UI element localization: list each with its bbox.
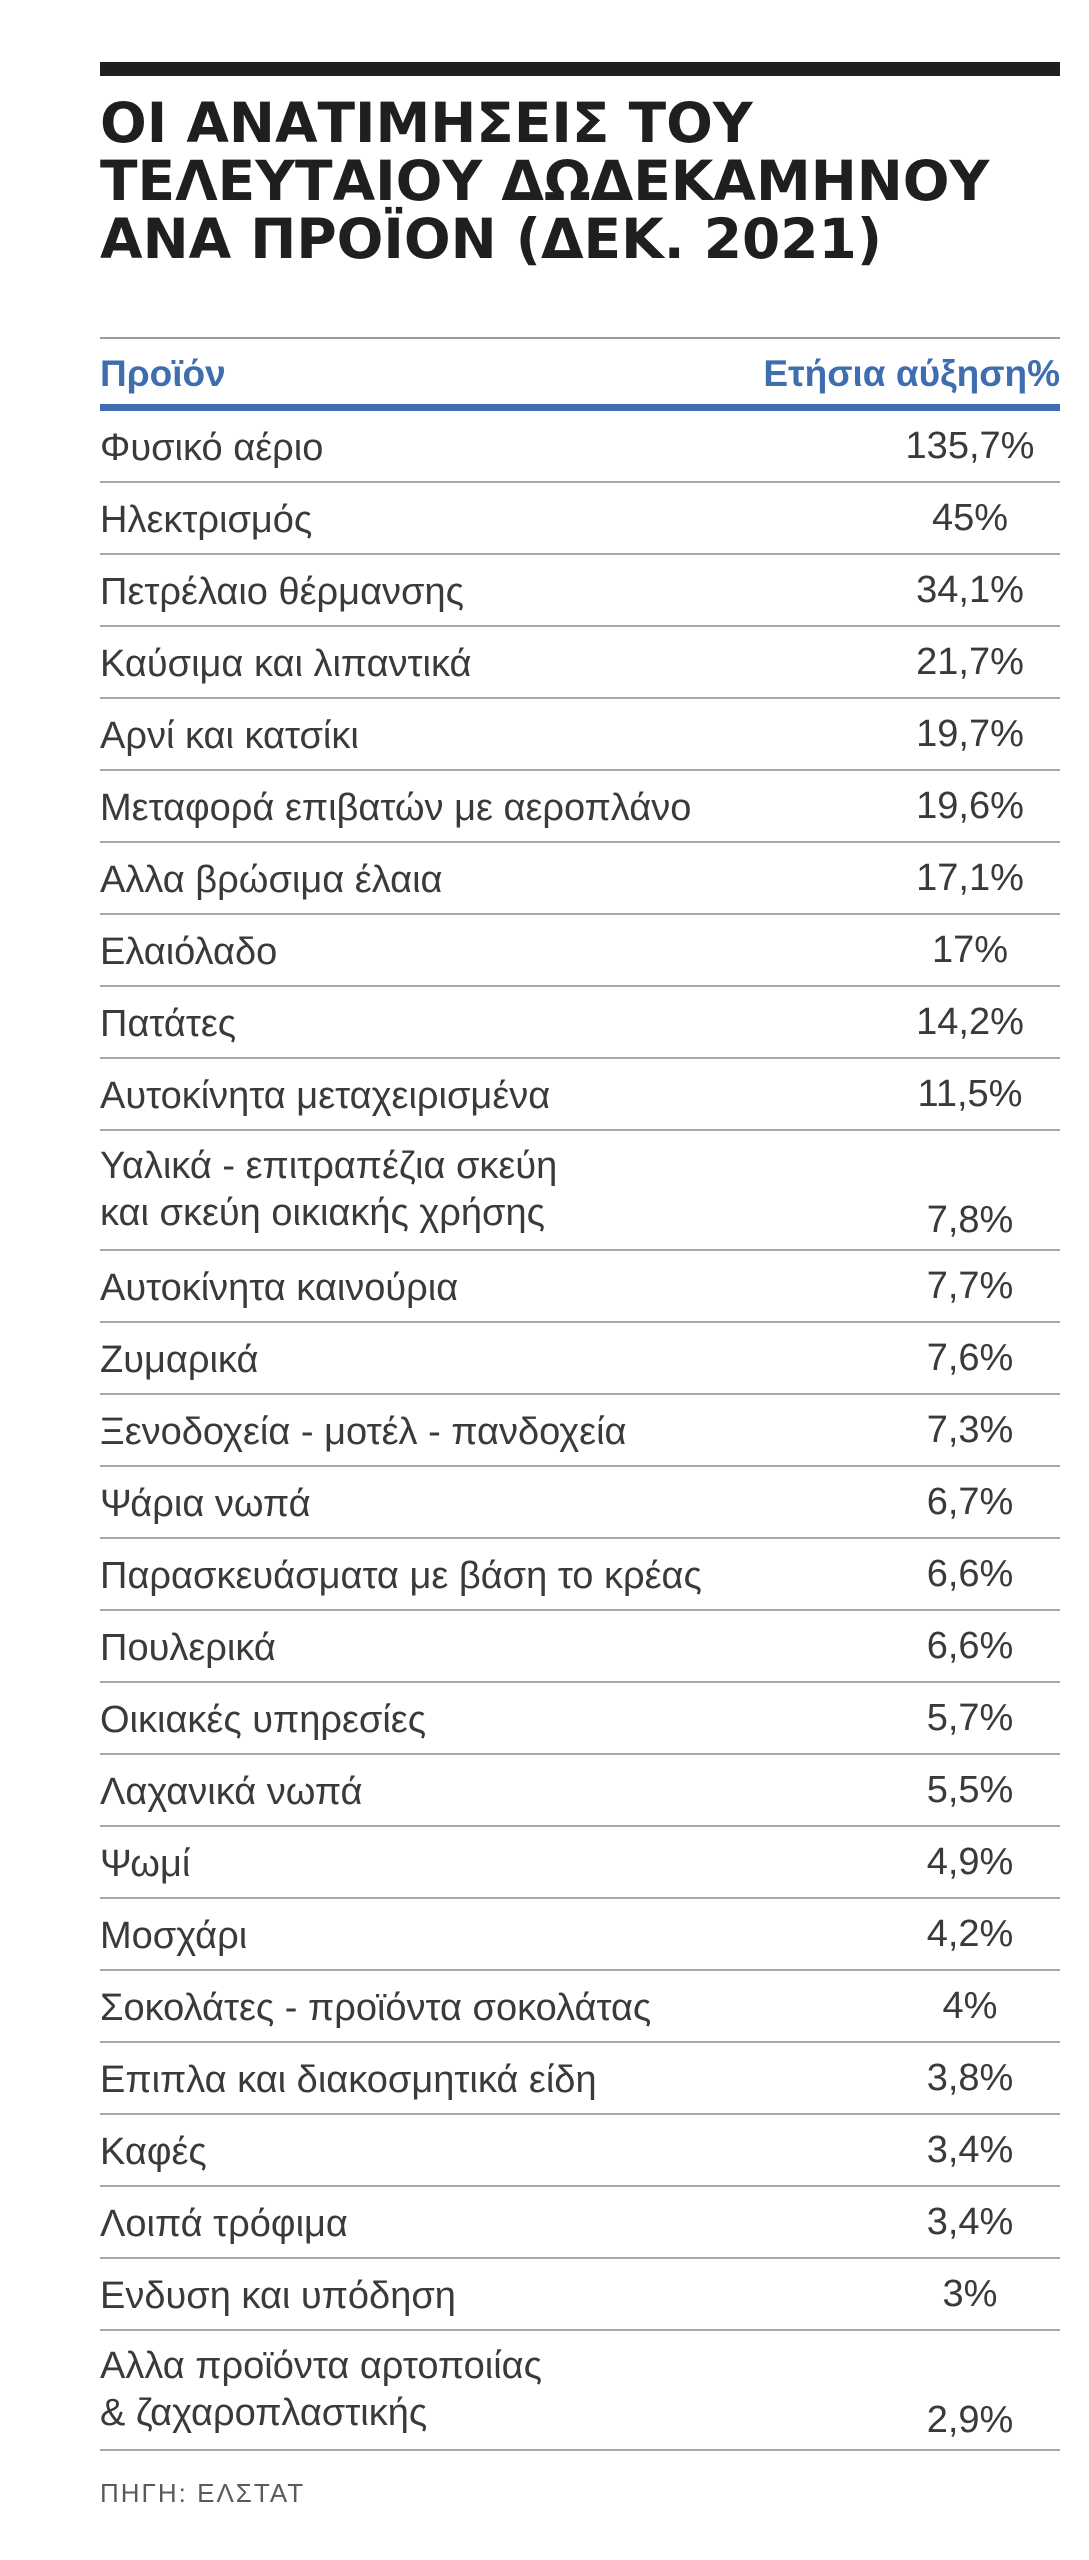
- annual-increase-value: 19,6%: [916, 785, 1024, 827]
- product-name: [100, 2201, 740, 2248]
- annual-increase-value: 45%: [931, 497, 1009, 539]
- product-name: [100, 425, 740, 472]
- product-name-line: Ξενοδοχεία - μοτέλ - πανδοχεία: [100, 1411, 627, 1453]
- product-name: [100, 1481, 740, 1528]
- product-name-line: Λαχανικά νωπά: [100, 1771, 363, 1813]
- product-name: [100, 1769, 740, 1816]
- product-name-line: Καφές: [100, 2131, 207, 2173]
- product-name: [100, 1265, 740, 1312]
- annual-increase-value: 19,7%: [916, 713, 1024, 755]
- annual-increase-value: 4,2%: [926, 1913, 1014, 1955]
- product-name: [100, 929, 740, 976]
- annual-increase-value: 5,7%: [926, 1697, 1014, 1739]
- annual-increase-value: 21,7%: [916, 641, 1024, 683]
- product-name-line: Επιπλα και διακοσμητικά είδη: [100, 2059, 597, 2101]
- table-row: [100, 1251, 1060, 1323]
- table-row: [100, 1059, 1060, 1131]
- source-note: ΠΗΓΗ: ΕΛΣΤΑΤ: [100, 2478, 306, 2508]
- product-name: [100, 785, 740, 832]
- product-name: [100, 2343, 740, 2437]
- product-name-line: Αυτοκίνητα μεταχειρισμένα: [100, 1075, 551, 1117]
- table-row: [100, 1899, 1060, 1971]
- table-row: [100, 1395, 1060, 1467]
- table-row: [100, 1755, 1060, 1827]
- table-row: [100, 2115, 1060, 2187]
- product-name-line: Σοκολάτες - προϊόντα σοκολάτας: [100, 1987, 652, 2029]
- annual-increase-value: 4%: [942, 1985, 998, 2027]
- product-name-line: Φυσικό αέριο: [100, 427, 324, 469]
- annual-increase-value: 7,6%: [926, 1337, 1014, 1379]
- annual-increase-value: 17%: [931, 929, 1009, 971]
- product-name: [100, 497, 740, 544]
- table-row: [100, 627, 1060, 699]
- product-name: [100, 2273, 740, 2320]
- annual-increase-value: 5,5%: [926, 1769, 1014, 1811]
- product-name-line: Οικιακές υπηρεσίες: [100, 1699, 427, 1741]
- product-name: [100, 1697, 740, 1744]
- product-name-line: Πετρέλαιο θέρμανσης: [100, 571, 464, 613]
- product-name: [100, 1913, 740, 1960]
- product-name-line: & ζαχαροπλαστικής: [100, 2392, 428, 2434]
- annual-increase-value: 3%: [942, 2273, 998, 2315]
- annual-increase-value: 7,8%: [926, 1199, 1014, 1241]
- product-name: [100, 641, 740, 688]
- product-name-line: Αρνί και κατσίκι: [100, 715, 359, 757]
- table-row: [100, 915, 1060, 987]
- table-row: [100, 1971, 1060, 2043]
- product-name: [100, 857, 740, 904]
- product-name: [100, 569, 740, 616]
- title-line-2: ΤΕΛΕΥΤΑΙΟΥ ΔΩΔΕΚΑΜΗΝΟΥ: [100, 149, 990, 213]
- product-name-line: Ψωμί: [100, 1843, 191, 1885]
- product-name: [100, 2129, 740, 2176]
- table-row: [100, 1323, 1060, 1395]
- table-row: [100, 1467, 1060, 1539]
- annual-increase-value: 6,6%: [926, 1553, 1014, 1595]
- table-row: [100, 1611, 1060, 1683]
- product-name-line: Ψάρια νωπά: [100, 1483, 311, 1525]
- product-name-line: Λοιπά τρόφιμα: [100, 2203, 348, 2245]
- product-name: [100, 1143, 740, 1237]
- product-name: [100, 1337, 740, 1384]
- product-name-line: Καύσιμα και λιπαντικά: [100, 643, 472, 685]
- annual-increase-value: 3,4%: [926, 2129, 1014, 2171]
- annual-increase-value: 4,9%: [926, 1841, 1014, 1883]
- annual-increase-value: 34,1%: [916, 569, 1024, 611]
- table-row: [100, 699, 1060, 771]
- annual-increase-value: 14,2%: [916, 1001, 1024, 1043]
- annual-increase-value: 135,7%: [905, 425, 1035, 467]
- table-row: [100, 771, 1060, 843]
- product-name-line: Ελαιόλαδο: [100, 931, 278, 973]
- product-name: [100, 1553, 740, 1600]
- product-name-line: Ζυμαρικά: [100, 1339, 259, 1381]
- top-rule: [100, 62, 1060, 76]
- product-name: [100, 1625, 740, 1672]
- page-title: [100, 91, 1080, 271]
- product-name: [100, 1001, 740, 1048]
- annual-increase-value: 11,5%: [917, 1073, 1023, 1115]
- annual-increase-value: 3,8%: [926, 2057, 1014, 2099]
- table-row: [100, 1131, 1060, 1251]
- table-body: [100, 411, 1060, 2451]
- table-row: [100, 2331, 1060, 2451]
- annual-increase-value: 6,6%: [926, 1625, 1014, 1667]
- header-annual-increase: Ετήσια αύξηση%: [763, 353, 1060, 394]
- annual-increase-value: 7,7%: [926, 1265, 1014, 1307]
- table-header: [100, 337, 1060, 411]
- table-row: [100, 2259, 1060, 2331]
- table-row: [100, 483, 1060, 555]
- product-name-line: Υαλικά - επιτραπέζια σκεύη: [100, 1145, 558, 1187]
- title-line-1: ΟΙ ΑΝΑΤΙΜΗΣΕΙΣ ΤΟΥ: [100, 91, 753, 155]
- product-name-line: και σκεύη οικιακής χρήσης: [100, 1192, 545, 1234]
- price-increase-table: [100, 337, 1060, 2451]
- header-product: Προϊόν: [100, 353, 226, 394]
- product-name-line: Ενδυση και υπόδηση: [100, 2275, 456, 2317]
- table-row: [100, 411, 1060, 483]
- product-name: [100, 1985, 740, 2032]
- product-name-line: Αυτοκίνητα καινούρια: [100, 1267, 459, 1309]
- annual-increase-value: 3,4%: [926, 2201, 1014, 2243]
- product-name: [100, 2057, 740, 2104]
- table-row: [100, 2043, 1060, 2115]
- table-row: [100, 843, 1060, 915]
- annual-increase-value: 17,1%: [916, 857, 1024, 899]
- product-name-line: Πατάτες: [100, 1003, 237, 1045]
- table-row: [100, 555, 1060, 627]
- title-line-3: ΑΝΑ ΠΡΟΪΟΝ (ΔΕΚ. 2021): [100, 207, 882, 271]
- product-name-line: Πουλερικά: [100, 1627, 276, 1669]
- table-row: [100, 1539, 1060, 1611]
- product-name-line: Μοσχάρι: [100, 1915, 248, 1957]
- product-name: [100, 1409, 740, 1456]
- annual-increase-value: 7,3%: [926, 1409, 1014, 1451]
- product-name-line: Μεταφορά επιβατών με αεροπλάνο: [100, 787, 692, 829]
- annual-increase-value: 6,7%: [926, 1481, 1014, 1523]
- table-row: [100, 987, 1060, 1059]
- product-name: [100, 1073, 740, 1120]
- table-row: [100, 1683, 1060, 1755]
- product-name: [100, 1841, 740, 1888]
- product-name-line: Αλλα προϊόντα αρτοποιίας: [100, 2345, 542, 2387]
- table-row: [100, 1827, 1060, 1899]
- product-name-line: Ηλεκτρισμός: [100, 499, 313, 541]
- table-row: [100, 2187, 1060, 2259]
- product-name-line: Παρασκευάσματα με βάση το κρέας: [100, 1555, 702, 1597]
- product-name: [100, 713, 740, 760]
- annual-increase-value: 2,9%: [926, 2399, 1014, 2441]
- product-name-line: Αλλα βρώσιμα έλαια: [100, 859, 443, 901]
